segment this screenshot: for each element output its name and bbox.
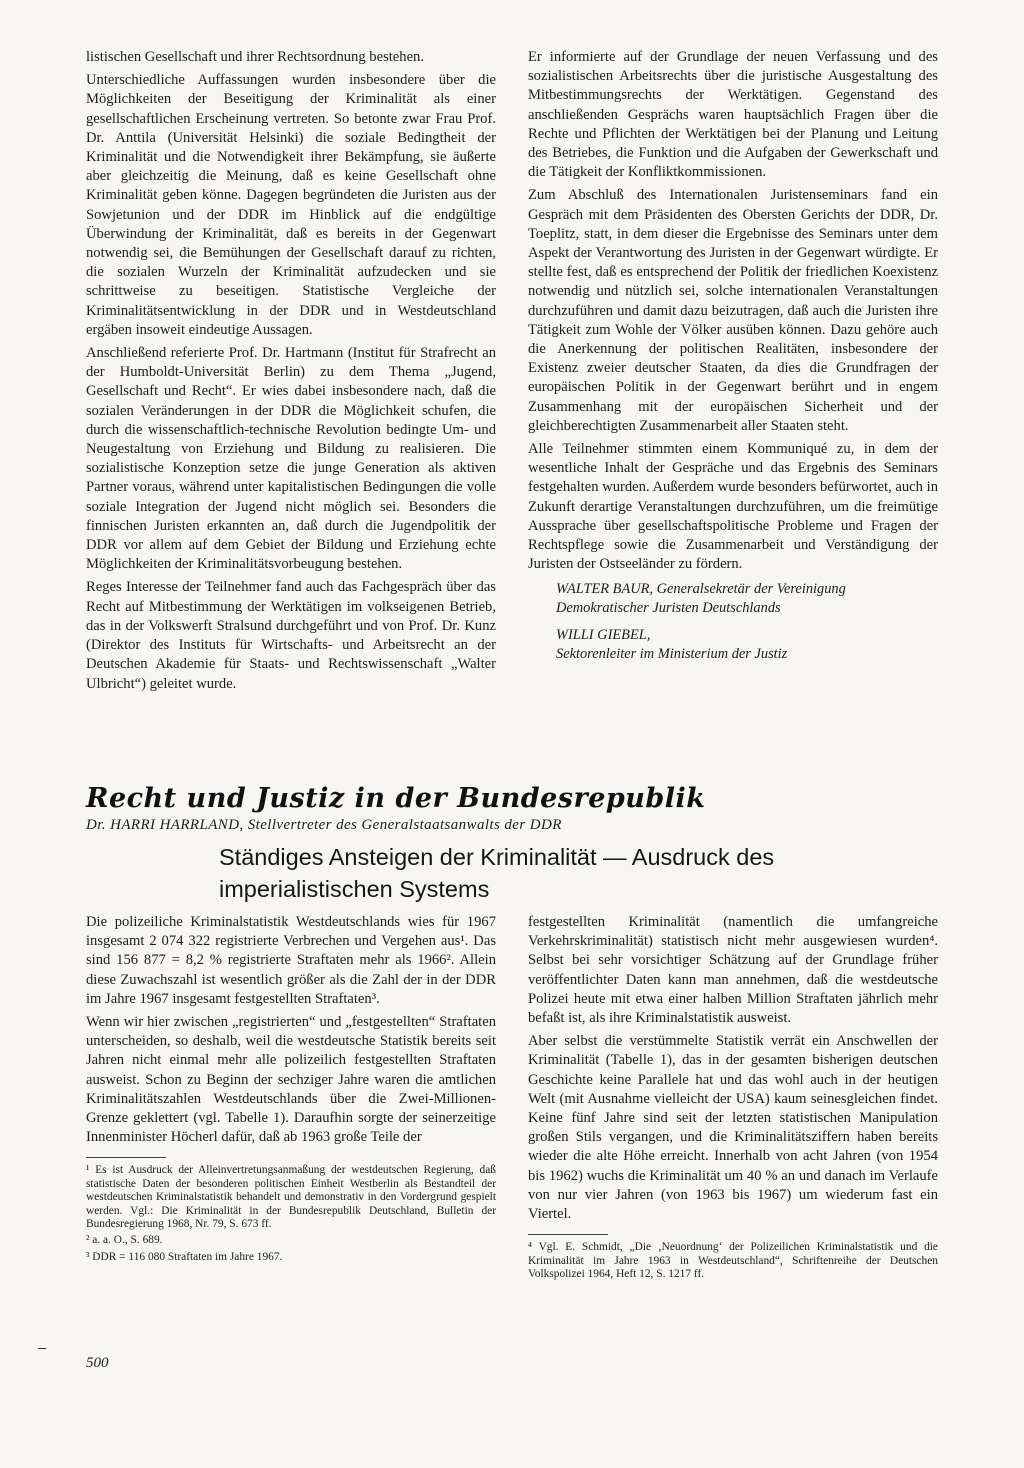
footnote: ¹ Es ist Ausdruck der Alleinvertretungsanmaßung der westdeutschen Regierung, daß statistische Daten der besonderen politischen Einheit Westberlin als Bestandteil der westdeutschen Kriminalstatistik behandelt und demonstrativ in den Vordergrund gespielt werden. Vgl.: Die Kriminalität in der Bundesrepublik Deutschland, Bulletin der Bundesregierung 1968, Nr. 79, S. 673 ff. bbox=[86, 1164, 496, 1231]
author-line: Dr. HARRI HARRLAND, Stellvertreter des Generalstaatsanwalts der DDR bbox=[86, 817, 562, 833]
margin-mark bbox=[38, 1348, 46, 1349]
paragraph: Die polizeiliche Kriminalstatistik Westdeutschlands wies für 1967 insgesamt 2 074 322 registrierte Verbrechen und Vergehen aus¹. Das sind 156 877 = 8,2 % registrierte Straftaten mehr als 1966². Allein diese Zuwachszahl ist wesentlich größer als die Zahl der in der DDR im Jahre 1967 insgesamt festgestellten Straftaten³. bbox=[86, 914, 496, 1007]
footnote: ⁴ Vgl. E. Schmidt, „Die ‚Neuordnung‘ der Polizeilichen Kriminalstatistik und die Kriminalität im Jahre 1963 in Westdeutschland“, Schriftenreihe der Deutschen Volkspolizei 1964, Heft 12, S. 1217 ff. bbox=[528, 1241, 938, 1281]
footnote-divider bbox=[86, 1157, 166, 1158]
footnote-divider bbox=[528, 1234, 608, 1235]
footnote: ² a. a. O., S. 689. bbox=[86, 1234, 163, 1247]
page-number: 500 bbox=[86, 1355, 109, 1371]
paragraph: Unterschiedliche Auffassungen wurden insbesondere über die Möglichkeiten der Beseitigung der Kriminalität als einer gesellschaftlichen Erscheinung vertreten. So betonte zwar Frau Prof. Dr. Anttila (Universität Helsinki) die soziale Bedingtheit der Kriminalität und die Notwendigkeit ihrer Bekämpfung, sie äußerte aber gleichzeitig die Meinung, daß es keine Gesellschaft ohne Kriminalität geben könne. Dagegen begründeten die Juristen aus der Sowjetunion und der DDR im Hinblick auf die endgültige Überwindung der Kriminalität, daß es bereits in der Gegenwart notwendig sei, die Bemühungen der Gesellschaft darauf zu richten, die sozialen Wurzeln der Kriminalität aufzudecken und sie schrittweise zu beseitigen. Statistische Vergleiche der Kriminalitätsentwicklung in der DDR und in Westdeutschland ergäben insoweit eindeutige Aussagen. bbox=[86, 72, 496, 338]
footnote: ³ DDR = 116 080 Straftaten im Jahre 1967. bbox=[86, 1250, 283, 1263]
signature-line: WALTER BAUR, Generalsekretär der Vereinigung bbox=[556, 581, 846, 598]
footnotes bbox=[86, 1164, 496, 1264]
paragraph: festgestellten Kriminalität (namentlich die umfangreiche Verkehrskriminalität) statistisch nicht mehr ausgewiesen wurden⁴. Selbst bei sehr vorsichtiger Schätzung auf der Grundlage früher veröffentlichter Daten kann man annehmen, daß die westdeutsche Polizei heute mit etwa einer halben Million Straftaten jährlich mehr befaßt ist, als ihre Kriminalstatistik ausweist. bbox=[528, 914, 938, 1027]
signature-giebel bbox=[556, 626, 938, 664]
paragraph: listischen Gesellschaft und ihrer Rechtsordnung bestehen. bbox=[86, 49, 425, 65]
section-header: Recht und Justiz in der Bundesrepublik bbox=[86, 783, 706, 814]
footnotes bbox=[528, 1241, 938, 1281]
article-title: Ständiges Ansteigen der Kriminalität — Ausdruck des imperialistischen Systems bbox=[219, 844, 775, 902]
signature-baur bbox=[556, 580, 938, 618]
paragraph: Aber selbst die verstümmelte Statistik verrät ein Anschwellen der Kriminalität (Tabelle 1), das in der gesamten bisherigen deutschen Geschichte keine Parallele hat und das wohl auch in der heutigen Welt (mit Ausnahme vielleicht der USA) kaum seinesgleichen findet. Keine fünf Jahre sind seit der letzten statistischen Manipulation großen Stils vergangen, und die Kriminalitätsziffern haben bereits wieder die alte Höhe erreicht. Innerhalb von acht Jahren (von 1954 bis 1962) wuchs die Kriminalität um 40 % an und danach im Verlaufe von nur vier Jahren (von 1963 bis 1967) um wiederum fast ein Viertel. bbox=[528, 1033, 938, 1223]
paragraph: Zum Abschluß des Internationalen Juristenseminars fand ein Gespräch mit dem Präsidenten des Obersten Gerichts der DDR, Dr. Toeplitz, statt, in dem dieser die Ergebnisse des Seminars unter dem Aspekt der Verantwortung des Juristen in der Gegenwart würdigte. Er stellte fest, daß es entsprechend der Politik der friedlichen Koexistenz notwendig und nützlich sei, solche internationalen Veranstaltungen durchzuführen und damit dazu beizutragen, daß auch die Juristen ihre Tätigkeit zum Wohle der Völker ausüben können. Dazu gehöre auch die Anerkennung der politischen Realitäten, insbesondere der Existenz zweier deutscher Staaten, da dies die Grundfragen der europäischen Politik in der Gegenwart berührt und in engem Zusammenhang mit der europäischen Sicherheit und der gleichberechtigten Zusammenarbeit aller Staaten steht. bbox=[528, 187, 938, 434]
paragraph: Er informierte auf der Grundlage der neuen Verfassung und des sozialistischen Arbeitsrechts über die juristische Ausgestaltung des Mitbestimmungsrechts der Werktätigen. Gegenstand des anschließenden Gesprächs waren hauptsächlich Fragen über die Rechte und Pflichten der Werktätigen bei der Planung und Leitung des Betriebes, die Funktion und die Aufgaben der Gewerkschaft und die Tätigkeit der Konfliktkommissionen. bbox=[528, 49, 938, 181]
signature-line: Demokratischer Juristen Deutschlands bbox=[556, 600, 781, 617]
signature-line: WILLI GIEBEL, bbox=[556, 627, 651, 644]
lower-left-column bbox=[86, 913, 496, 1267]
lower-right-column bbox=[528, 913, 938, 1284]
upper-right-column bbox=[528, 48, 938, 672]
paragraph: Reges Interesse der Teilnehmer fand auch das Fachgespräch über das Recht auf Mitbestimmung der Werktätigen im volkseigenen Betrieb, das in der Volkswerft Stralsund durchgeführt und von Prof. Dr. Kunz (Direktor des Instituts für Wirtschafts- und Arbeitsrecht an der Deutschen Akademie für Staats- und Rechtswissenschaft „Walter Ulbricht“) geleitet wurde. bbox=[86, 579, 496, 692]
paragraph: Anschließend referierte Prof. Dr. Hartmann (Institut für Strafrecht an der Humboldt-Universität Berlin) zu dem Thema „Jugend, Gesellschaft und Recht“. Er wies dabei insbesondere nach, daß die sozialen Veränderungen in der DDR die Möglichkeit schufen, die durch die wissenschaftlich-technische Revolution bedingte Um- und Neugestaltung von Erziehung und Bildung zu realisieren. Die sozialistische Konzeption setze die junge Generation als aktiven Partner voraus, während unter kapitalistischen Bedingungen die volle soziale Integration der Jugend nicht möglich sei. Besonders die finnischen Juristen erkannten an, daß durch die Jugendpolitik der DDR vor allem auf dem Gebiet der Bildung und Erziehung echte Möglichkeiten der Kriminalitätsvorbeugung bestehen. bbox=[86, 345, 496, 573]
paragraph: Wenn wir hier zwischen „registrierten“ und „festgestellten“ Straftaten unterscheiden, so deshalb, weil die westdeutsche Statistik bereits seit Jahren nicht einmal mehr alle polizeilich festgestellten Straftaten ausweist. Schon zu Beginn der sechziger Jahre waren die amtlichen Kriminalitätszahlen Westdeutschlands über die Zwei-Millionen-Grenze geklettert (vgl. Tabelle 1). Daraufhin sorgte der seinerzeitige Innenminister Höcherl dafür, daß ab 1963 große Teile der bbox=[86, 1014, 496, 1146]
upper-left-column bbox=[86, 48, 496, 698]
signature-line: Sektorenleiter im Ministerium der Justiz bbox=[556, 646, 788, 663]
paragraph: Alle Teilnehmer stimmten einem Kommuniqué zu, in dem der wesentliche Inhalt der Gespräche und das Ergebnis des Seminars festgehalten wurden. Außerdem wurde besonders befürwortet, auch in Zukunft derartige Veranstaltungen durchzuführen, um die freimütige Aussprache über gesellschaftspolitische Probleme und Fragen der Rechtspflege sowie die Zusammenarbeit und Verständigung der Juristen der Ostseeländer zu fördern. bbox=[528, 441, 938, 573]
